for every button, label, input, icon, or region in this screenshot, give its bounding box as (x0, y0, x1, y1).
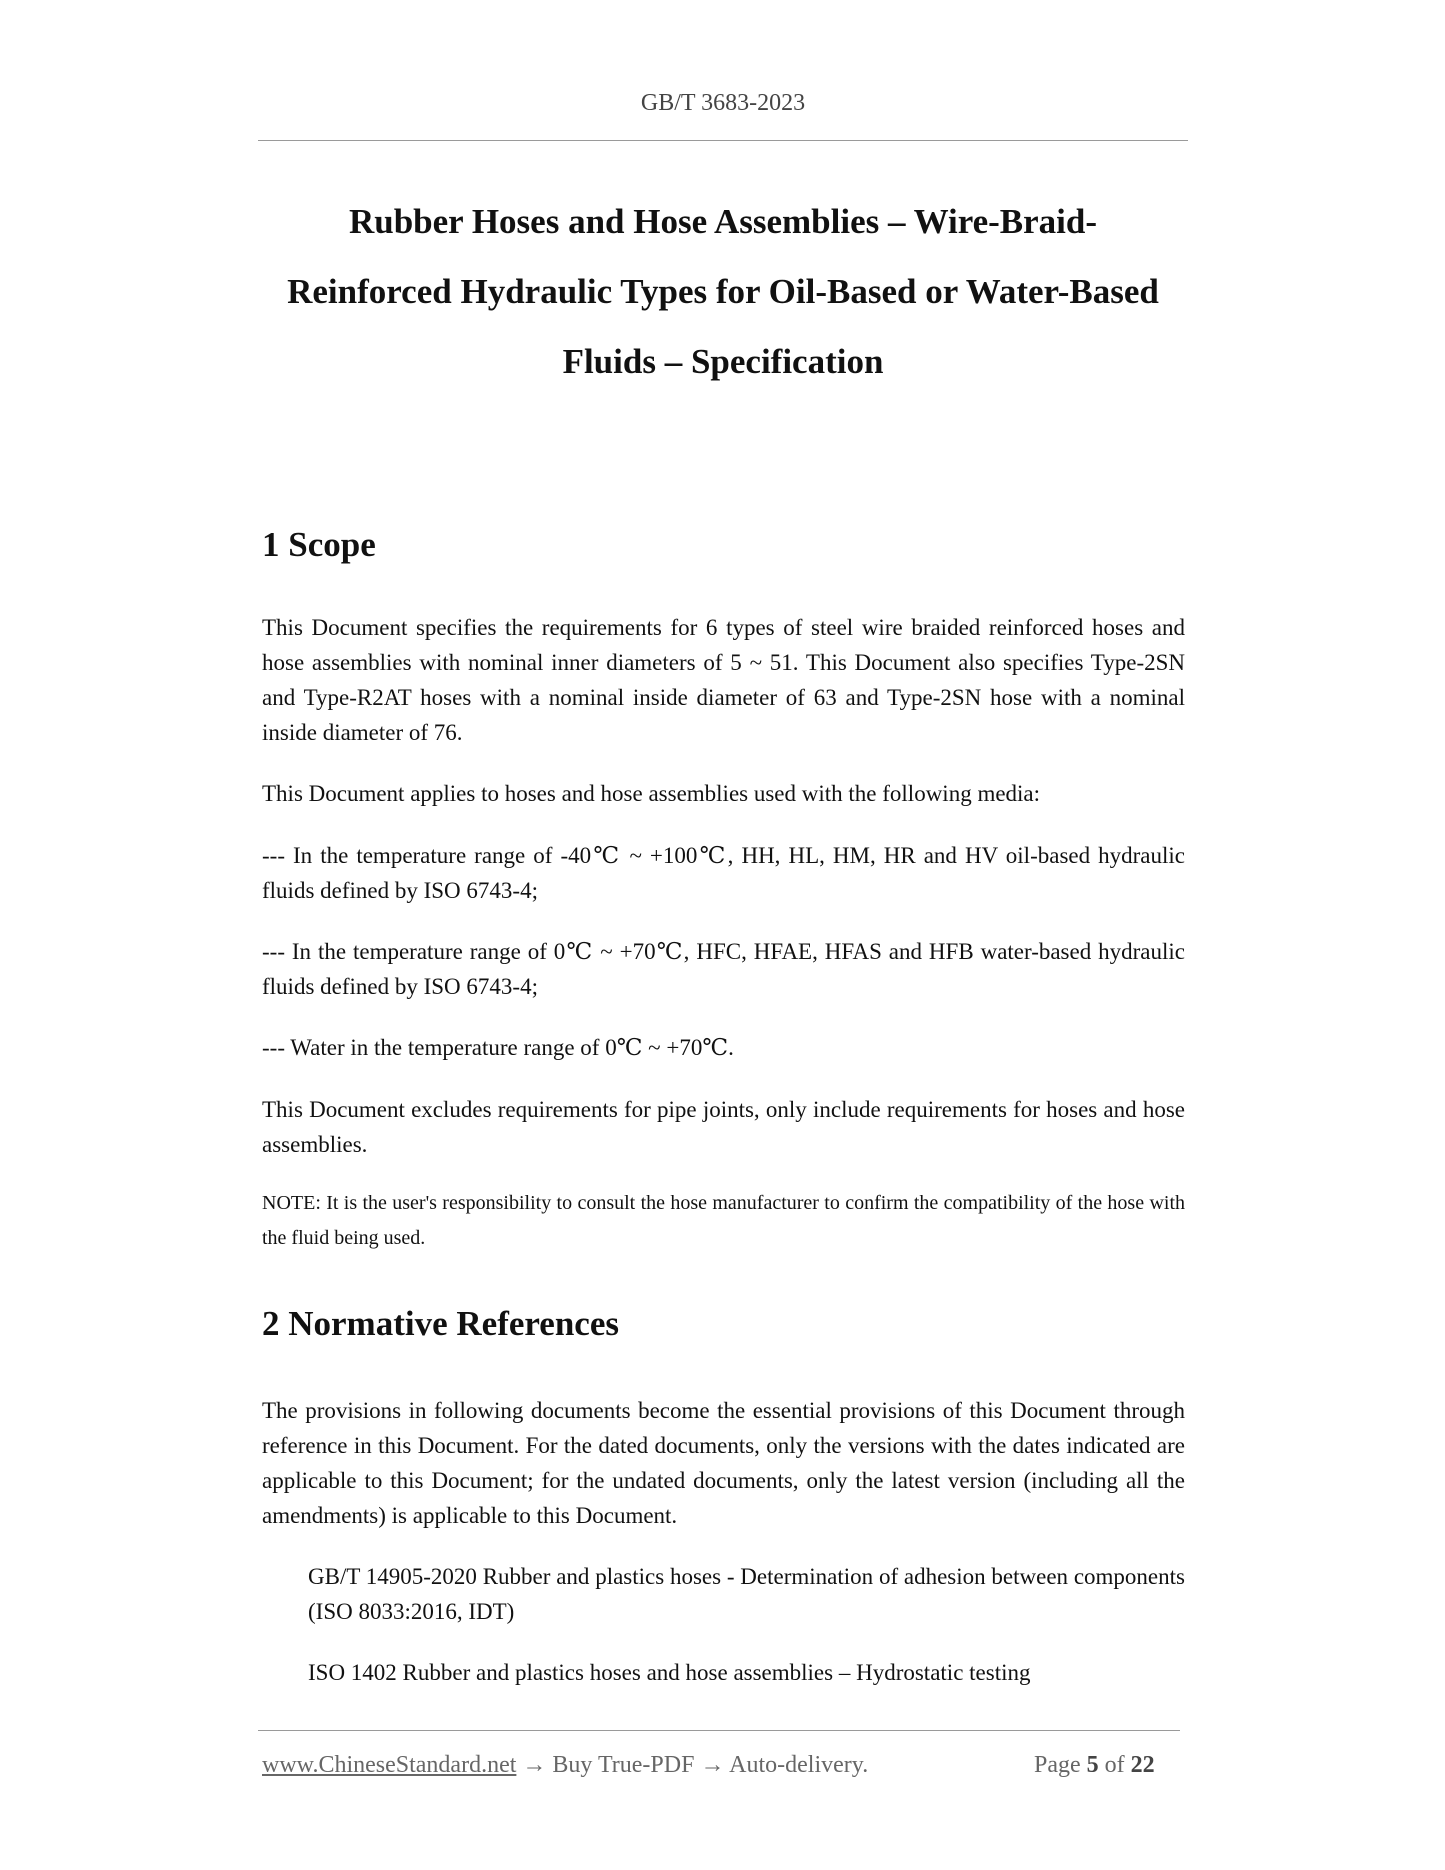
scope-list-item-1: --- In the temperature range of -40℃ ~ +100℃, HH, HL, HM, HR and HV oil-based hydraulic fluids defined by ISO 6743-4; (262, 843, 1185, 903)
scope-list-item-3: --- Water in the temperature range of 0℃ ~ +70℃. (262, 1035, 734, 1060)
running-header: GB/T 3683-2023 (640, 90, 806, 116)
page-total: 22 (1130, 1752, 1155, 1778)
page-of: of (1104, 1752, 1125, 1778)
page-label: Page (1034, 1752, 1081, 1778)
delivery-text: Auto-delivery. (729, 1752, 869, 1778)
page-current: 5 (1086, 1752, 1099, 1778)
arrow-icon: → (700, 1752, 725, 1778)
site-link[interactable]: www.ChineseStandard.net (262, 1752, 517, 1778)
section-1-heading: 1 Scope (262, 525, 376, 564)
header-divider (258, 140, 1188, 141)
scope-list-item-2: --- In the temperature range of 0℃ ~ +70℃, HFC, HFAE, HFAS and HFB water-based hydraulic fluids defined by ISO 6743-4; (262, 939, 1185, 999)
scope-paragraph-2: This Document applies to hoses and hose assemblies used with the following media: (262, 781, 1041, 806)
document-title (258, 187, 1188, 397)
page-number (1034, 1752, 1155, 1779)
title-line-3: Fluids – Specification (562, 342, 884, 381)
section-2-heading: 2 Normative References (262, 1304, 619, 1343)
arrow-icon: → (522, 1752, 547, 1778)
normative-intro-paragraph: The provisions in following documents become the essential provisions of this Document through reference in this Document. For the dated documents, only the versions with the dates indicated are applicable to this Document; for the undated documents, only the latest version (including all the amendments) is applicable to this Document. (262, 1398, 1185, 1528)
buy-text: Buy True-PDF (552, 1752, 695, 1778)
title-line-2: Reinforced Hydraulic Types for Oil-Based or Water-Based (287, 272, 1159, 311)
scope-paragraph-3: This Document excludes requirements for pipe joints, only include requirements for hoses and hose assemblies. (262, 1097, 1185, 1157)
scope-note: NOTE: It is the user's responsibility to consult the hose manufacturer to confirm the compatibility of the hose with the fluid being used. (262, 1192, 1185, 1249)
reference-item-1: GB/T 14905-2020 Rubber and plastics hoses - Determination of adhesion between components (ISO 8033:2016, IDT) (308, 1564, 1185, 1624)
title-line-1: Rubber Hoses and Hose Assemblies – Wire-Braid- (348, 202, 1098, 241)
footer-promo (262, 1752, 868, 1779)
scope-paragraph-1: This Document specifies the requirements for 6 types of steel wire braided reinforced hoses and hose assemblies with nominal inner diameters of 5 ~ 51. This Document also specifies Type-2SN and Type-R2AT hoses with a nominal inside diameter of 63 and Type-2SN hose with a nominal inside diameter of 76. (262, 615, 1185, 745)
footer-divider (258, 1730, 1180, 1731)
reference-item-2: ISO 1402 Rubber and plastics hoses and hose assemblies – Hydrostatic testing (308, 1660, 1031, 1685)
